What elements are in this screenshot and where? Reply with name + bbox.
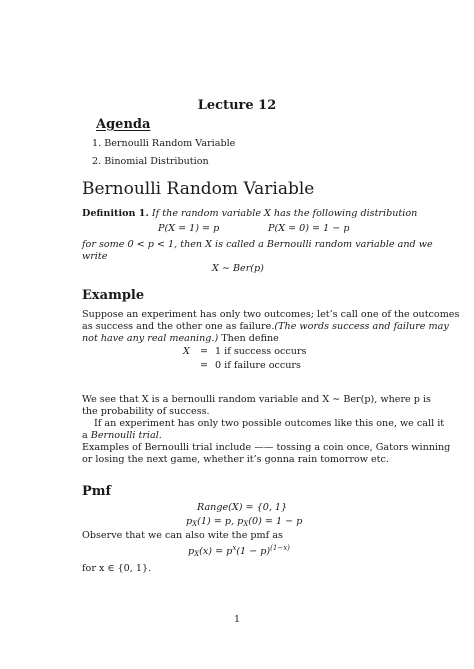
paragraph-line: If an experiment has only two possible outcomes like this one, we call it — [94, 418, 445, 429]
math-expression: (0) = 1 − p — [248, 516, 303, 527]
math-subscript: X — [192, 520, 198, 528]
text-span: a — [82, 430, 91, 441]
text-span: Then define — [218, 333, 279, 344]
paragraph-line: Suppose an experiment has only two outcomes; let’s call one of the outcomes — [82, 309, 460, 320]
italic-span: Bernoulli trial. — [90, 430, 162, 441]
paragraph-line — [82, 333, 279, 344]
definition-label: Definition 1. — [82, 208, 149, 219]
agenda-item: 2. Binomial Distribution — [92, 156, 209, 167]
math-expression: (x) = p — [199, 546, 233, 557]
math-expression: (1) = p, p — [197, 516, 244, 527]
math-subscript: X — [243, 520, 249, 528]
case-2-equals: = — [200, 360, 209, 371]
case-1-equals: = — [200, 346, 209, 357]
math-expression: (1 − p) — [236, 546, 271, 557]
paragraph-line: Examples of Bernoulli trial include —— tossing a coin once, Gators winning — [82, 442, 451, 453]
equation-p0: P(X = 0) = 1 − p — [268, 223, 350, 234]
equation-p1: P(X = 1) = p — [158, 223, 220, 234]
section-heading-example: Example — [82, 288, 145, 303]
definition-continuation-2: write — [82, 251, 108, 262]
paragraph-line: or losing the next game, whether it’s gonna rain tomorrow etc. — [82, 454, 389, 465]
italic-span: not have any real meaning.) — [82, 333, 219, 344]
paragraph-line: We see that X is a bernoulli random variable and X ∼ Ber(p), where p is — [82, 394, 431, 405]
definition-line — [82, 208, 417, 219]
case-1-rhs: 1 if success occurs — [215, 346, 307, 357]
math-superscript: x — [232, 544, 237, 552]
text-span: as success and the other one as failure. — [82, 321, 275, 332]
math-symbol: p — [188, 546, 195, 557]
page-number: 1 — [233, 614, 241, 625]
paragraph-line — [82, 321, 449, 332]
case-1-lhs: X — [183, 346, 190, 357]
definition-text: If the random variable X has the following distribution — [151, 208, 418, 219]
math-symbol: p — [186, 516, 193, 527]
agenda-heading: Agenda — [96, 117, 151, 132]
math-superscript: (1−x) — [270, 544, 290, 552]
equation-pmf-formula — [188, 544, 290, 558]
paragraph-line: Observe that we can also wite the pmf as — [82, 530, 283, 541]
paragraph-line: the probability of success. — [82, 406, 210, 417]
equation-distribution: X ∼ Ber(p) — [212, 263, 264, 274]
definition-continuation-1: for some 0 < p < 1, then X is called a Bernoulli random variable and we — [82, 239, 433, 250]
lecture-title: Lecture 12 — [197, 98, 277, 113]
section-heading-pmf: Pmf — [82, 484, 112, 499]
math-subscript: X — [194, 550, 200, 558]
italic-span: (The words success and failure may — [274, 321, 449, 332]
paragraph-line — [82, 430, 162, 441]
equation-range: Range(X) = {0, 1} — [197, 502, 288, 513]
section-heading-bernoulli: Bernoulli Random Variable — [82, 179, 315, 199]
case-2-rhs: 0 if failure occurs — [215, 360, 301, 371]
paragraph-line: for x ∈ {0, 1}. — [82, 563, 152, 574]
agenda-item: 1. Bernoulli Random Variable — [92, 138, 236, 149]
equation-pmf-values — [186, 516, 302, 528]
